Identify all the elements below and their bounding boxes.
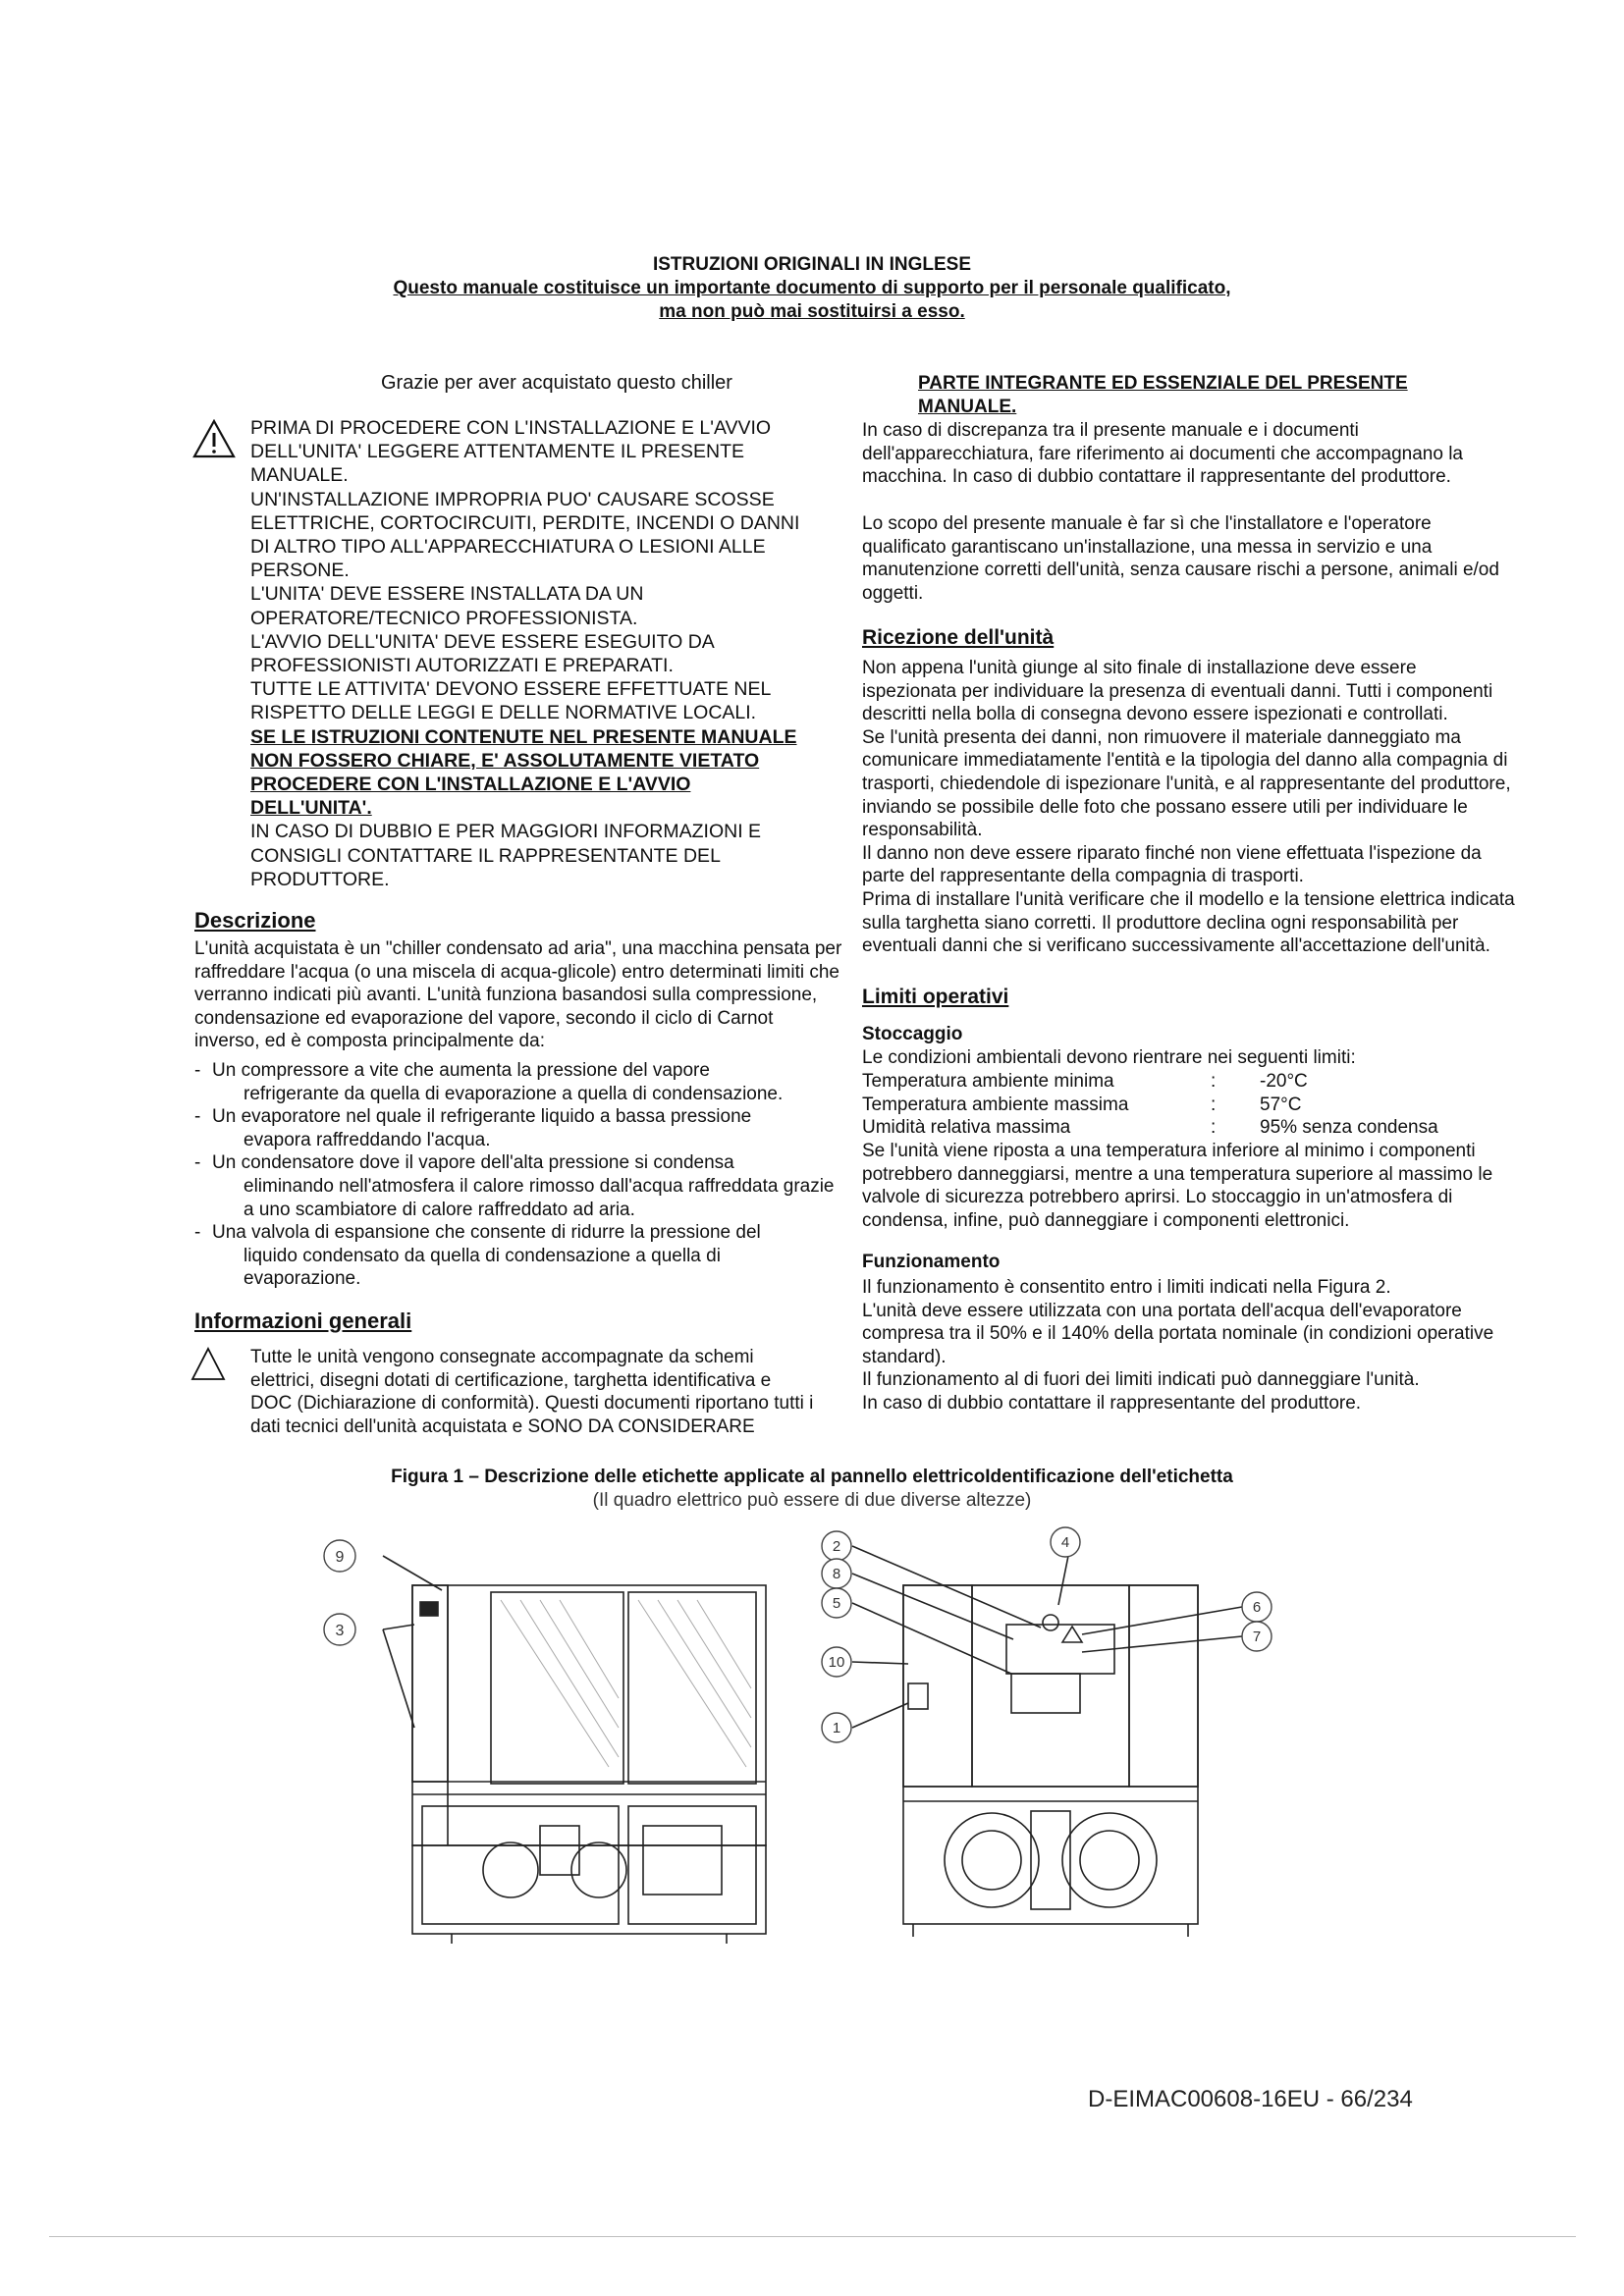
footer-divider xyxy=(49,2236,1576,2237)
informazioni-line: Tutte le unità vengono consegnate accompagnate da schemi xyxy=(250,1347,754,1367)
informazioni-line: dati tecnici dell'unità acquistata e SONO DA CONSIDERARE xyxy=(250,1415,755,1437)
ricezione-line: Il danno non deve essere riparato finché non viene effettuata l'ispezione da xyxy=(862,842,1482,864)
warning-bold-line: NON FOSSERO CHIARE, E' ASSOLUTAMENTE VIETATO xyxy=(250,749,760,772)
warning-bold-line: SE LE ISTRUZIONI CONTENUTE NEL PRESENTE MANUALE xyxy=(250,725,797,748)
limit-separator: : xyxy=(1211,1117,1217,1139)
integrante-line: PARTE INTEGRANTE ED ESSENZIALE DEL PRESENTE xyxy=(918,373,1408,394)
bullet-line: Un evaporatore nel quale il refrigerante liquido a bassa pressione xyxy=(212,1106,752,1128)
warning-line: CONSIGLI CONTATTARE IL RAPPRESENTANTE DEL xyxy=(250,844,721,867)
info-warning-triangle-icon xyxy=(190,1347,226,1382)
informazioni-text xyxy=(250,1346,918,1438)
ricezione-line: inviando se possibile delle foto che possano essere utili per individuare le xyxy=(862,796,1468,818)
limit-value: 95% senza condensa xyxy=(1260,1117,1438,1139)
figure-title: Figura 1 – Descrizione delle etichette applicate al pannello elettricoIdentificazione dell'etichetta xyxy=(391,1467,1233,1487)
limit-value: -20°C xyxy=(1260,1071,1308,1092)
discrepanza-line: In caso di discrepanza tra il presente manuale e i documenti xyxy=(862,420,1359,441)
callout-3: 3 xyxy=(335,1623,345,1639)
descrizione-line: L'unità acquistata è un "chiller condensato ad aria", una macchina pensata per xyxy=(194,938,842,959)
bullet-dash: - xyxy=(194,1222,201,1244)
warning-line: L'AVVIO DELL'UNITA' DEVE ESSERE ESEGUITO DA xyxy=(250,630,715,653)
informazioni-line: DOC (Dichiarazione di conformità). Questi documenti riportano tutti i xyxy=(250,1393,814,1415)
limit-row xyxy=(862,1094,1589,1117)
ricezione-line: Prima di installare l'unità verificare che il modello e la tensione elettrica indicata xyxy=(862,888,1515,910)
descrizione-line: verranno indicati più avanti. L'unità funziona basandosi sulla compressione, xyxy=(194,985,818,1006)
limit-label: Temperatura ambiente minima xyxy=(862,1071,1114,1092)
funzionamento-line: compresa tra il 50% e il 140% della portata nominale (in condizioni operative xyxy=(862,1323,1494,1345)
callout-10: 10 xyxy=(828,1654,845,1671)
limit-label: Umidità relativa massima xyxy=(862,1117,1071,1139)
ricezione-line: descritti nella bolla di consegna devono essere ispezionati e controllati. xyxy=(862,704,1448,725)
warning-line: UN'INSTALLAZIONE IMPROPRIA PUO' CAUSARE SCOSSE xyxy=(250,488,775,510)
warning-line: OPERATORE/TECNICO PROFESSIONISTA. xyxy=(250,607,638,629)
ricezione-title: Ricezione dell'unità xyxy=(862,626,1055,649)
informazioni-line: elettrici, disegni dotati di certificazione, targhetta identificativa e xyxy=(250,1369,772,1391)
header-line-2: Questo manuale costituisce un importante documento di supporto per il personale qualificato, xyxy=(393,278,1231,298)
bullet-line: eliminando nell'atmosfera il calore rimosso dall'acqua raffreddata grazie xyxy=(244,1175,835,1197)
bullet-line: Una valvola di espansione che consente di ridurre la pressione del xyxy=(212,1222,761,1244)
limiti-title: Limiti operativi xyxy=(862,986,1009,1008)
bullet-item xyxy=(194,1059,901,1105)
thanks-text: Grazie per aver acquistato questo chiller xyxy=(381,372,732,394)
warning-line: DI ALTRO TIPO ALL'APPARECCHIATURA O LESIONI ALLE xyxy=(250,536,766,559)
callout-7: 7 xyxy=(1252,1629,1262,1645)
bullet-line: evapora raffreddando l'acqua. xyxy=(244,1129,491,1150)
limit-separator: : xyxy=(1211,1071,1217,1092)
callout-8: 8 xyxy=(832,1566,841,1582)
descrizione-line: condensazione ed evaporazione del vapore, secondo il ciclo di Carnot xyxy=(194,1007,774,1029)
ricezione-line: ispezionata per individuare la presenza di eventuali danni. Tutti i componenti xyxy=(862,680,1493,702)
header-line-3: ma non può mai sostituirsi a esso. xyxy=(659,301,965,322)
ricezione-text xyxy=(862,657,1589,958)
bullet-dash: - xyxy=(194,1060,201,1081)
scopo-line: qualificato garantiscano un'installazione, una messa in servizio e una xyxy=(862,536,1433,558)
warning-line: DELL'UNITA' LEGGERE ATTENTAMENTE IL PRESENTE xyxy=(250,441,744,463)
bullet-line: Un condensatore dove il vapore dell'alta pressione si condensa xyxy=(212,1152,734,1174)
stoccaggio-text xyxy=(862,1140,1589,1232)
ricezione-line: comunicare immediatamente l'entità e la tipologia del danno alla compagnia di xyxy=(862,750,1508,772)
discrepanza-text xyxy=(862,419,1589,489)
warning-bold-line: DELL'UNITA'. xyxy=(250,797,372,820)
descrizione-line: inverso, ed è composta principalmente da: xyxy=(194,1031,545,1052)
warning-line: IN CASO DI DUBBIO E PER MAGGIORI INFORMAZIONI E xyxy=(250,821,762,843)
stoccaggio-line: Se l'unità viene riposta a una temperatura inferiore al minimo i componenti xyxy=(862,1141,1476,1161)
scopo-line: manutenzione corretti dell'unità, senza causare rischi a persone, animali e/od xyxy=(862,560,1499,581)
callout-4: 4 xyxy=(1060,1534,1070,1551)
bullet-line: refrigerante da quella di evaporazione a quella di condensazione. xyxy=(244,1083,784,1104)
bullet-line: a uno scambiatore di calore raffreddato ad aria. xyxy=(244,1199,635,1220)
limit-separator: : xyxy=(1211,1094,1217,1115)
bullet-line: evaporazione. xyxy=(244,1268,361,1290)
funzionamento-line: Il funzionamento è consentito entro i limiti indicati nella Figura 2. xyxy=(862,1277,1391,1298)
bullet-item xyxy=(194,1221,901,1291)
callout-6: 6 xyxy=(1252,1599,1262,1616)
callout-5: 5 xyxy=(832,1595,841,1612)
funzionamento-line: Il funzionamento al di fuori dei limiti indicati può danneggiare l'unità. xyxy=(862,1369,1420,1391)
warning-triangle-icon xyxy=(192,419,236,458)
stoccaggio-title: Stoccaggio xyxy=(862,1024,963,1044)
stoccaggio-line: condensa, infine, può danneggiare i componenti elettronici. xyxy=(862,1209,1350,1231)
callout-1: 1 xyxy=(832,1720,841,1736)
warning-line: L'UNITA' DEVE ESSERE INSTALLATA DA UN xyxy=(250,583,644,606)
ricezione-line: Non appena l'unità giunge al sito finale di installazione deve essere xyxy=(862,658,1417,678)
limit-value: 57°C xyxy=(1260,1094,1302,1115)
funzionamento-line: standard). xyxy=(862,1346,947,1367)
header-line-1: ISTRUZIONI ORIGINALI IN INGLESE xyxy=(652,254,972,275)
ricezione-line: trasporti, chiedendole di ispezionare l'unità, e al rappresentante del produttore, xyxy=(862,773,1511,794)
bullet-line: liquido condensato da quella di condensazione a quella di xyxy=(244,1245,721,1266)
limit-row xyxy=(862,1070,1589,1094)
integrante-line: MANUALE. xyxy=(918,396,1017,417)
warning-line: TUTTE LE ATTIVITA' DEVONO ESSERE EFFETTUATE NEL xyxy=(250,678,772,701)
stoccaggio-line: potrebbero danneggiarsi, mentre a una temperatura superiore al massimo le xyxy=(862,1163,1493,1185)
warning-bold-line: PROCEDERE CON L'INSTALLAZIONE E L'AVVIO xyxy=(250,774,691,796)
ricezione-line: eventuali danni che si verificano successivamente all'accettazione dell'unità. xyxy=(862,935,1490,957)
scopo-line: Lo scopo del presente manuale è far sì che l'installatore e l'operatore xyxy=(862,513,1432,534)
warning-line: MANUALE. xyxy=(250,464,349,487)
descrizione-line: raffreddare l'acqua (o una miscela di acqua-glicole) entro determinati limiti che xyxy=(194,961,839,983)
warning-block xyxy=(250,416,849,891)
integrante-text xyxy=(918,372,1408,418)
warning-line: PROFESSIONISTI AUTORIZZATI E PREPARATI. xyxy=(250,655,674,677)
descrizione-text xyxy=(194,937,901,1053)
limit-label: Temperatura ambiente massima xyxy=(862,1094,1129,1115)
warning-line: PRODUTTORE. xyxy=(250,868,390,890)
warning-line: ELETTRICHE, CORTOCIRCUITI, PERDITE, INCENDI O DANNI xyxy=(250,511,800,534)
funzionamento-title: Funzionamento xyxy=(862,1252,1001,1272)
figure-subtitle: (Il quadro elettrico può essere di due diverse altezze) xyxy=(592,1490,1032,1511)
scopo-line: oggetti. xyxy=(862,582,924,604)
callout-9: 9 xyxy=(335,1549,345,1566)
discrepanza-line: dell'apparecchiatura, fare riferimento ai documenti che accompagnano la xyxy=(862,443,1463,464)
bullet-dash: - xyxy=(194,1106,201,1128)
bullet-line: Un compressore a vite che aumenta la pressione del vapore xyxy=(212,1060,710,1081)
descrizione-bullets xyxy=(194,1059,901,1291)
stoccaggio-line: valvole di sicurezza potrebbero aprirsi. Lo stoccaggio in un'atmosfera di xyxy=(862,1187,1453,1208)
funzionamento-line: L'unità deve essere utilizzata con una portata dell'acqua dell'evaporatore xyxy=(862,1300,1462,1321)
ricezione-line: parte del rappresentante della compagnia di trasporti. xyxy=(862,866,1304,887)
funzionamento-text xyxy=(862,1276,1589,1415)
scopo-text xyxy=(862,512,1589,605)
informazioni-title: Informazioni generali xyxy=(194,1308,412,1333)
bullet-item xyxy=(194,1105,901,1151)
ricezione-line: responsabilità. xyxy=(862,820,983,841)
discrepanza-line: macchina. In caso di dubbio contattare il rappresentante del produttore. xyxy=(862,466,1451,488)
warning-line: RISPETTO DELLE LEGGI E DELLE NORMATIVE LOCALI. xyxy=(250,702,757,724)
ricezione-line: sulla targhetta siano corretti. Il produttore declina ogni responsabilità per xyxy=(862,912,1459,934)
warning-line: PRIMA DI PROCEDERE CON L'INSTALLAZIONE E L'AVVIO xyxy=(250,417,772,439)
limits-table xyxy=(862,1070,1589,1140)
stoccaggio-intro: Le condizioni ambientali devono rientrare nei seguenti limiti: xyxy=(862,1047,1356,1068)
chiller-front-view-drawing xyxy=(805,1526,1296,1949)
chiller-side-view-drawing xyxy=(304,1531,795,1944)
bullet-dash: - xyxy=(194,1152,201,1174)
limit-row xyxy=(862,1116,1589,1140)
callout-2: 2 xyxy=(832,1538,841,1555)
funzionamento-line: In caso di dubbio contattare il rappresentante del produttore. xyxy=(862,1392,1362,1414)
bullet-item xyxy=(194,1151,901,1221)
descrizione-title: Descrizione xyxy=(194,908,316,933)
warning-line: PERSONE. xyxy=(250,560,350,582)
ricezione-line: Se l'unità presenta dei danni, non rimuovere il materiale danneggiato ma xyxy=(862,726,1461,748)
document-code: D-EIMAC00608-16EU - 66/234 xyxy=(1088,2086,1413,2112)
